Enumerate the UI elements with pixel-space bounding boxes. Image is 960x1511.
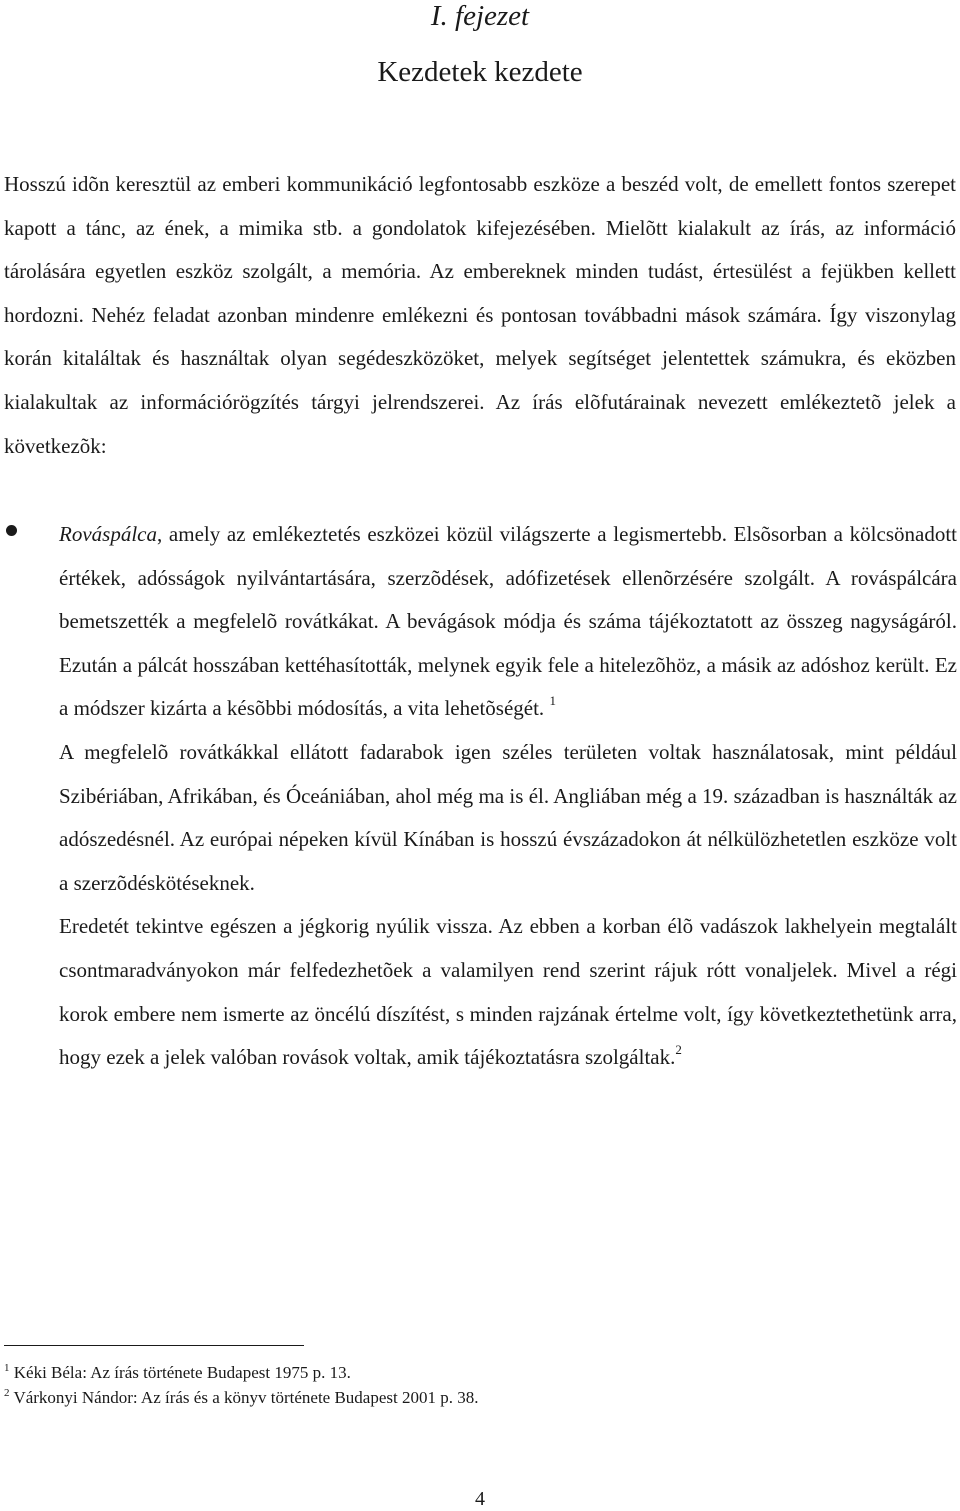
bullet-paragraph-1	[59, 513, 957, 731]
footnote-text-2: Várkonyi Nándor: Az írás és a könyv története Budapest 2001 p. 38.	[13, 1388, 479, 1407]
chapter-title: Kezdetek kezdete	[377, 56, 583, 88]
bullet-paragraph-3-text: Eredetét tekintve egészen a jégkorig nyúlik vissza. Az ebben a korban élõ vadászok lakhelyein megtalált csontmaradványokon már felfedezhetõek a valamilyen rend szerint rájuk rótt vonaljelek. Mivel a régi korok embere nem ismerte az öncélú díszítést, s minden rajzának értelme volt, így következtethetünk arra, hogy ezek a jelek valóban rovások voltak, amik tájékoztatásra szolgáltak.	[59, 914, 957, 1070]
footnote-2	[4, 1385, 944, 1410]
bullet-icon	[6, 525, 17, 536]
footnotes	[4, 1360, 944, 1410]
footnote-mark-1: 1	[4, 1362, 10, 1374]
bullet-term: Rováspálca	[59, 522, 157, 546]
footnote-ref-1[interactable]: 1	[549, 693, 556, 709]
bullet-paragraph-1-text: , amely az emlékeztetés eszközei közül világszerte a legismertebb. Elsõsorban a kölcsönadott értékek, adósságok nyilvántartására, szerzõdések, adófizetések ellenõrzésére szolgált. A rováspálcára bemetszették a megfelelõ rovátkákat. A bevágások módja és száma tájékoztatott az összeg nagyságáról. Ezután a pálcát hosszában kettéhasították, melynek egyik fele a hitelezõhöz, a másik az adóshoz került. Ez a módszer kizárta a késõbbi módosítás, a vita lehetõségét.	[59, 522, 957, 721]
footnote-ref-2[interactable]: 2	[675, 1042, 682, 1058]
footnote-1	[4, 1360, 944, 1385]
footnote-text-1: Kéki Béla: Az írás története Budapest 1975 p. 13.	[13, 1363, 351, 1382]
bullet-paragraph-2: A megfelelõ rovátkákkal ellátott fadarabok igen széles területen voltak használatosak, mint például Szibériában, Afrikában, és Óceániában, ahol még ma is él. Angliában még a 19. században is használták az adószedésnél. Az európai népeken kívül Kínában is hosszú évszázadokon át nélkülözhetetlen eszköze volt a szerzõdéskötéseknek.	[59, 739, 957, 895]
footnote-mark-2: 2	[4, 1387, 10, 1399]
chapter-number: I. fejezet	[430, 0, 530, 32]
bullet-paragraph-3	[59, 905, 957, 1079]
page-number: 4	[475, 1488, 485, 1510]
footnote-divider	[4, 1345, 304, 1346]
bullet-item-rovaspalca	[59, 513, 957, 1080]
intro-paragraph: Hosszú idõn keresztül az emberi kommunikáció legfontosabb eszköze a beszéd volt, de emellett fontos szerepet kapott a tánc, az ének, a mimika stb. a gondolatok kifejezésében. Mielõtt kialakult az írás, az információ tárolására egyetlen eszköz szolgált, a memória. Az embereknek minden tudást, értesülést a fejükben kellett hordozni. Nehéz feladat azonban mindenre emlékezni és pontosan továbbadni mások számára. Így viszonylag korán kitaláltak és használtak olyan segédeszközöket, melyek segítséget jelentettek számukra, és eközben kialakultak az információrögzítés tárgyi jelrendszerei. Az írás elõfutárainak nevezett emlékeztetõ jelek a következõk:	[4, 172, 956, 458]
